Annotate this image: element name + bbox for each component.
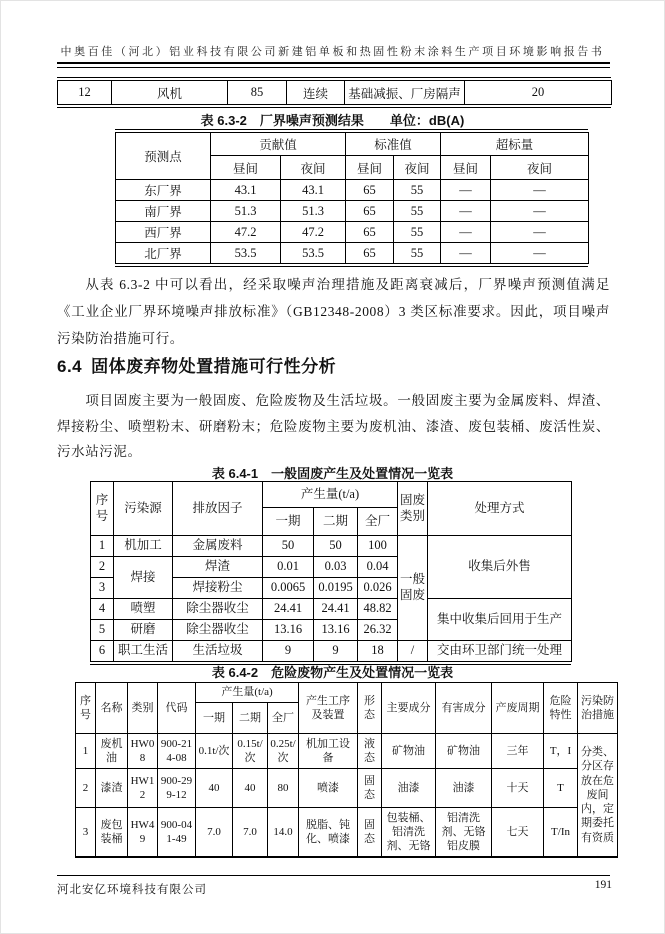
table-row: [76, 734, 618, 769]
header-total: 全厂: [358, 508, 398, 536]
cell-factor: 除尘器收尘: [173, 599, 263, 620]
cell-source: 焊接: [114, 557, 173, 599]
header-category: 类别: [128, 683, 158, 734]
table-6-4-2-caption: 表 6.4-2 危险废物产生及处置情况一览表: [211, 665, 454, 680]
cell-value: —: [491, 201, 589, 222]
header-harmful-component: 有害成分: [436, 683, 492, 734]
table-6-4-1-caption: 表 6.4-1 一般固废产生及处置情况一览表: [211, 466, 454, 481]
cell-level: 85: [228, 81, 287, 105]
cell-total: 26.32: [358, 620, 398, 641]
cell-form: 固态: [358, 808, 382, 858]
cell-source: 职工生活: [114, 641, 173, 662]
header-phase1: 一期: [263, 508, 314, 536]
cell-phase1: 0.0065: [263, 578, 314, 599]
cell-value: 43.1: [211, 180, 281, 201]
cell-value: —: [441, 222, 491, 243]
header-rule: [57, 62, 610, 68]
header-main-component: 主要成分: [382, 683, 436, 734]
cell-no: 4: [91, 599, 114, 620]
cell-harmful-component: 油漆: [436, 769, 492, 808]
cell-phase2: 50: [314, 536, 358, 557]
cell-value: —: [491, 222, 589, 243]
cell-disposal-reuse: 集中收集后回用于生产: [428, 599, 572, 641]
header-total: 全厂: [268, 703, 299, 734]
table-row: [91, 536, 572, 557]
cell-factor: 焊接粉尘: [173, 578, 263, 599]
caption-unit: 单位：dB(A): [389, 113, 465, 128]
cell-source: 风机: [112, 81, 228, 105]
table-6-4-1: [90, 481, 571, 665]
section-number: 6.4: [57, 357, 83, 376]
cell-value: —: [491, 243, 589, 264]
header-point: 预测点: [116, 133, 211, 180]
cell-main-component: 油漆: [382, 769, 436, 808]
cell-point: 北厂界: [116, 243, 211, 264]
cell-no: 5: [91, 620, 114, 641]
cell-phase2: 40: [233, 769, 268, 808]
cell-phase1: 40: [196, 769, 233, 808]
cell-process: 脱脂、钝化、喷漆: [299, 808, 358, 858]
cell-process: 机加工设备: [299, 734, 358, 769]
header-contribution: 贡献值: [211, 133, 346, 156]
noise-conclusion-paragraph: 从表 6.3-2 中可以看出，经采取噪声治理措施及距离衰减后，厂界噪声预测值满足《工业企业厂界环境噪声排放标准》（GB12348-2008）3 类区标准要求。因此，项目噪声污染防治措施可行。: [57, 277, 610, 346]
cell-value: 55: [394, 201, 441, 222]
cell-value: 53.5: [281, 243, 346, 264]
cell-harmful-component: 矿物油: [436, 734, 492, 769]
cell-total: 100: [358, 536, 398, 557]
cell-factor: 除尘器收尘: [173, 620, 263, 641]
cell-disposal-sanitation: 交由环卫部门统一处理: [428, 641, 572, 662]
header-prevention: 污染防治措施: [578, 683, 618, 734]
cell-hazard: T: [544, 769, 578, 808]
cell-value: 65: [346, 201, 394, 222]
cell-source: 喷塑: [114, 599, 173, 620]
cell-category: HW12: [128, 769, 158, 808]
cell-category: HW08: [128, 734, 158, 769]
cell-phase1: 9: [263, 641, 314, 662]
cell-phase1: 13.16: [263, 620, 314, 641]
table-6-3-2: [115, 129, 588, 267]
header-night: 夜间: [491, 156, 589, 180]
cell-phase2: 7.0: [233, 808, 268, 858]
solid-waste-intro-paragraph: 项目固废主要为一般固废、危险废物及生活垃圾。一般固废主要为金属废料、焊渣、焊接粉尘、喷塑粉末、研磨粉末；危险废物主要为废机油、漆渣、废包装桶、废活性炭、污水站污泥。: [57, 393, 610, 459]
cell-value: 51.3: [211, 201, 281, 222]
header-category: 固废类别: [398, 482, 428, 536]
cell-point: 东厂界: [116, 180, 211, 201]
cell-value: 43.1: [281, 180, 346, 201]
table-row: [116, 222, 589, 243]
header-code: 代码: [158, 683, 196, 734]
table-row: [91, 641, 572, 662]
header-phase2: 二期: [233, 703, 268, 734]
header-amount: 产生量(t/a): [196, 683, 299, 703]
header-no: 序号: [91, 482, 114, 536]
cell-source: 机加工: [114, 536, 173, 557]
cell-harmful-component: 铝清洗剂、无铬铝皮膜: [436, 808, 492, 858]
cell-factor: 焊渣: [173, 557, 263, 578]
table-6-4-2: [75, 682, 617, 858]
table-6-3-2-caption: [0, 110, 665, 129]
caption-text: 表 6.3-2 厂界噪声预测结果: [200, 113, 364, 128]
cell-no: 1: [91, 536, 114, 557]
cell-total: 48.82: [358, 599, 398, 620]
cell-category-slash: /: [398, 641, 428, 662]
cell-total: 18: [358, 641, 398, 662]
cell-cycle: 三年: [492, 734, 544, 769]
cell-point: 南厂界: [116, 201, 211, 222]
cell-process: 喷漆: [299, 769, 358, 808]
header-night: 夜间: [281, 156, 346, 180]
footer-company: 河北安亿环境科技有限公司: [57, 884, 207, 896]
cell-phase1: 0.1t/次: [196, 734, 233, 769]
cell-category-general: 一般固废: [398, 536, 428, 641]
header-source: 污染源: [114, 482, 173, 536]
cell-value: 55: [394, 243, 441, 264]
footer-rule: [57, 875, 610, 876]
cell-total: 0.04: [358, 557, 398, 578]
cell-hazard: T，I: [544, 734, 578, 769]
cell-name: 漆渣: [96, 769, 128, 808]
header-exceedance: 超标量: [441, 133, 589, 156]
cell-source: 研磨: [114, 620, 173, 641]
header-day: 昼间: [346, 156, 394, 180]
table-row: [58, 81, 612, 105]
cell-value: 55: [394, 180, 441, 201]
cell-phase2: 24.41: [314, 599, 358, 620]
header-process: 产生工序及装置: [299, 683, 358, 734]
cell-form: 液态: [358, 734, 382, 769]
cell-factor: 生活垃圾: [173, 641, 263, 662]
section-title: 固体废弃物处置措施可行性分析: [91, 357, 337, 376]
header-disposal: 处理方式: [428, 482, 572, 536]
cell-total: 80: [268, 769, 299, 808]
cell-phase1: 7.0: [196, 808, 233, 858]
cell-phase2: 0.0195: [314, 578, 358, 599]
cell-total: 0.25t/次: [268, 734, 299, 769]
cell-value: 65: [346, 243, 394, 264]
cell-name: 废包装桶: [96, 808, 128, 858]
cell-total: 14.0: [268, 808, 299, 858]
table-row: [116, 243, 589, 264]
cell-phase2: 9: [314, 641, 358, 662]
header-night: 夜间: [394, 156, 441, 180]
cell-phase2: 13.16: [314, 620, 358, 641]
cell-code: 900-299-12: [158, 769, 196, 808]
cell-cycle: 七天: [492, 808, 544, 858]
table-row: [76, 769, 618, 808]
header-day: 昼间: [211, 156, 281, 180]
cell-value: —: [441, 243, 491, 264]
header-form: 形态: [358, 683, 382, 734]
cell-no: 3: [76, 808, 96, 858]
header-factor: 排放因子: [173, 482, 263, 536]
cell-value: —: [491, 180, 589, 201]
cell-no: 6: [91, 641, 114, 662]
cell-disposal-sell: 收集后外售: [428, 536, 572, 599]
cell-cycle: 十天: [492, 769, 544, 808]
cell-category: HW49: [128, 808, 158, 858]
cell-code: 900-214-08: [158, 734, 196, 769]
cell-phase2: 0.03: [314, 557, 358, 578]
cell-no: 2: [91, 557, 114, 578]
table-row: [116, 180, 589, 201]
cell-value: 47.2: [211, 222, 281, 243]
cell-point: 西厂界: [116, 222, 211, 243]
cell-index: 12: [58, 81, 112, 105]
header-name: 名称: [96, 683, 128, 734]
table-row: [76, 808, 618, 858]
header-row: [116, 133, 589, 156]
cell-reduction: 20: [465, 81, 612, 105]
cell-main-component: 包装桶、铝清洗剂、无铬: [382, 808, 436, 858]
cell-prevention: 分类、分区存放在危废间内，定期委托有资质: [578, 734, 618, 858]
header-cycle: 产废周期: [492, 683, 544, 734]
cell-value: 51.3: [281, 201, 346, 222]
section-6-4-heading: [57, 352, 336, 377]
header-no: 序号: [76, 683, 96, 734]
cell-no: 2: [76, 769, 96, 808]
cell-phase2: 0.15t/次: [233, 734, 268, 769]
table-row: [91, 599, 572, 620]
cell-phase1: 0.01: [263, 557, 314, 578]
header-phase1: 一期: [196, 703, 233, 734]
header-amount: 产生量(t/a): [263, 482, 398, 508]
cell-total: 0.026: [358, 578, 398, 599]
cell-value: —: [441, 201, 491, 222]
cell-phase1: 50: [263, 536, 314, 557]
header-phase2: 二期: [314, 508, 358, 536]
footer-page-number: 191: [594, 879, 612, 891]
cell-value: 65: [346, 222, 394, 243]
cell-value: 47.2: [281, 222, 346, 243]
header-row: [76, 683, 618, 703]
cell-mode: 连续: [287, 81, 345, 105]
cell-code: 900-041-49: [158, 808, 196, 858]
header-day: 昼间: [441, 156, 491, 180]
cell-value: 65: [346, 180, 394, 201]
cell-factor: 金属废料: [173, 536, 263, 557]
cell-measure: 基础减振、厂房隔声: [345, 81, 465, 105]
noise-measure-table-fragment: [57, 77, 611, 108]
header-row: [91, 482, 572, 508]
cell-value: 55: [394, 222, 441, 243]
header-standard: 标准值: [346, 133, 441, 156]
cell-no: 3: [91, 578, 114, 599]
cell-phase1: 24.41: [263, 599, 314, 620]
header-hazard: 危险特性: [544, 683, 578, 734]
cell-hazard: T/In: [544, 808, 578, 858]
table-row: [116, 201, 589, 222]
cell-main-component: 矿物油: [382, 734, 436, 769]
page-header-title: 中奥百佳（河北）铝业科技有限公司新建铝单板和热固性粉末涂料生产项目环境影响报告书: [60, 46, 605, 58]
cell-form: 固态: [358, 769, 382, 808]
cell-value: —: [441, 180, 491, 201]
cell-value: 53.5: [211, 243, 281, 264]
cell-no: 1: [76, 734, 96, 769]
cell-name: 废机油: [96, 734, 128, 769]
